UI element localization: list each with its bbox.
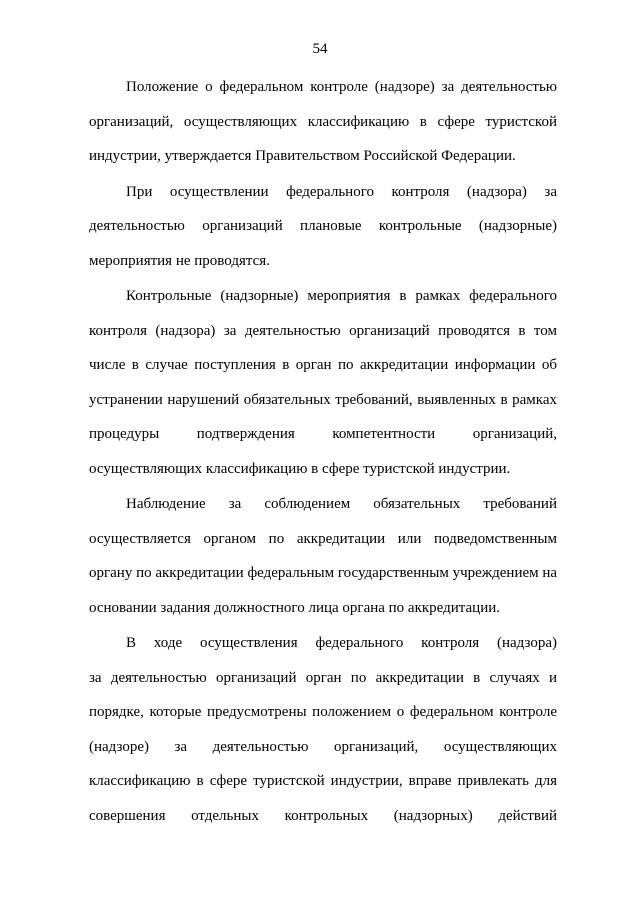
text-line: осуществляется органом по аккредитации или подведомственным xyxy=(89,530,557,547)
text-line: (надзоре) за деятельностью организаций, осуществляющих xyxy=(89,738,557,755)
text-line: органу по аккредитации федеральным государственным учреждением на xyxy=(89,565,558,581)
text-line: совершения отдельных контрольных (надзорных) действий xyxy=(89,807,557,824)
text-line: индустрии, утверждается Правительством Российской Федерации. xyxy=(89,148,516,164)
text-line: Наблюдение за соблюдением обязательных требований xyxy=(126,496,557,512)
paragraph-2 xyxy=(89,175,557,279)
text-line: устранении нарушений обязательных требований, выявленных в рамках xyxy=(89,391,557,408)
text-line: Контрольные (надзорные) мероприятия в рамках федерального xyxy=(126,288,557,304)
page-number: 54 xyxy=(312,41,328,57)
paragraph-4 xyxy=(89,487,557,625)
text-line: мероприятия не проводятся. xyxy=(89,252,270,269)
text-line: классификацию в сфере туристской индустрии, вправе привлекать для xyxy=(89,773,557,789)
paragraph-3 xyxy=(89,279,557,486)
text-line: процедуры подтверждения компетентности организаций, xyxy=(89,426,557,442)
text-line: Положение о федеральном контроле (надзоре) за деятельностью xyxy=(126,79,557,95)
text-line: основании задания должностного лица органа по аккредитации. xyxy=(89,599,501,616)
text-line: организаций, осуществляющих классификацию в сфере туристской xyxy=(89,113,557,130)
text-line: порядке, которые предусмотрены положением о федеральном контроле xyxy=(89,704,557,720)
document-body xyxy=(89,70,557,834)
text-line: При осуществлении федерального контроля (надзора) за xyxy=(126,183,557,200)
text-line: осуществляющих классификацию в сфере туристской индустрии. xyxy=(89,460,511,477)
text-line: деятельностью организаций плановые контрольные (надзорные) xyxy=(89,218,557,234)
text-line: контроля (надзора) за деятельностью организаций проводятся в том xyxy=(89,322,557,339)
text-line: числе в случае поступления в орган по аккредитации информации об xyxy=(89,357,557,373)
text-line: В ходе осуществления федерального контроля (надзора) xyxy=(126,635,557,651)
text-line: за деятельностью организаций орган по аккредитации в случаях и xyxy=(89,669,557,686)
paragraph-5 xyxy=(89,626,557,833)
paragraph-1 xyxy=(89,70,557,174)
